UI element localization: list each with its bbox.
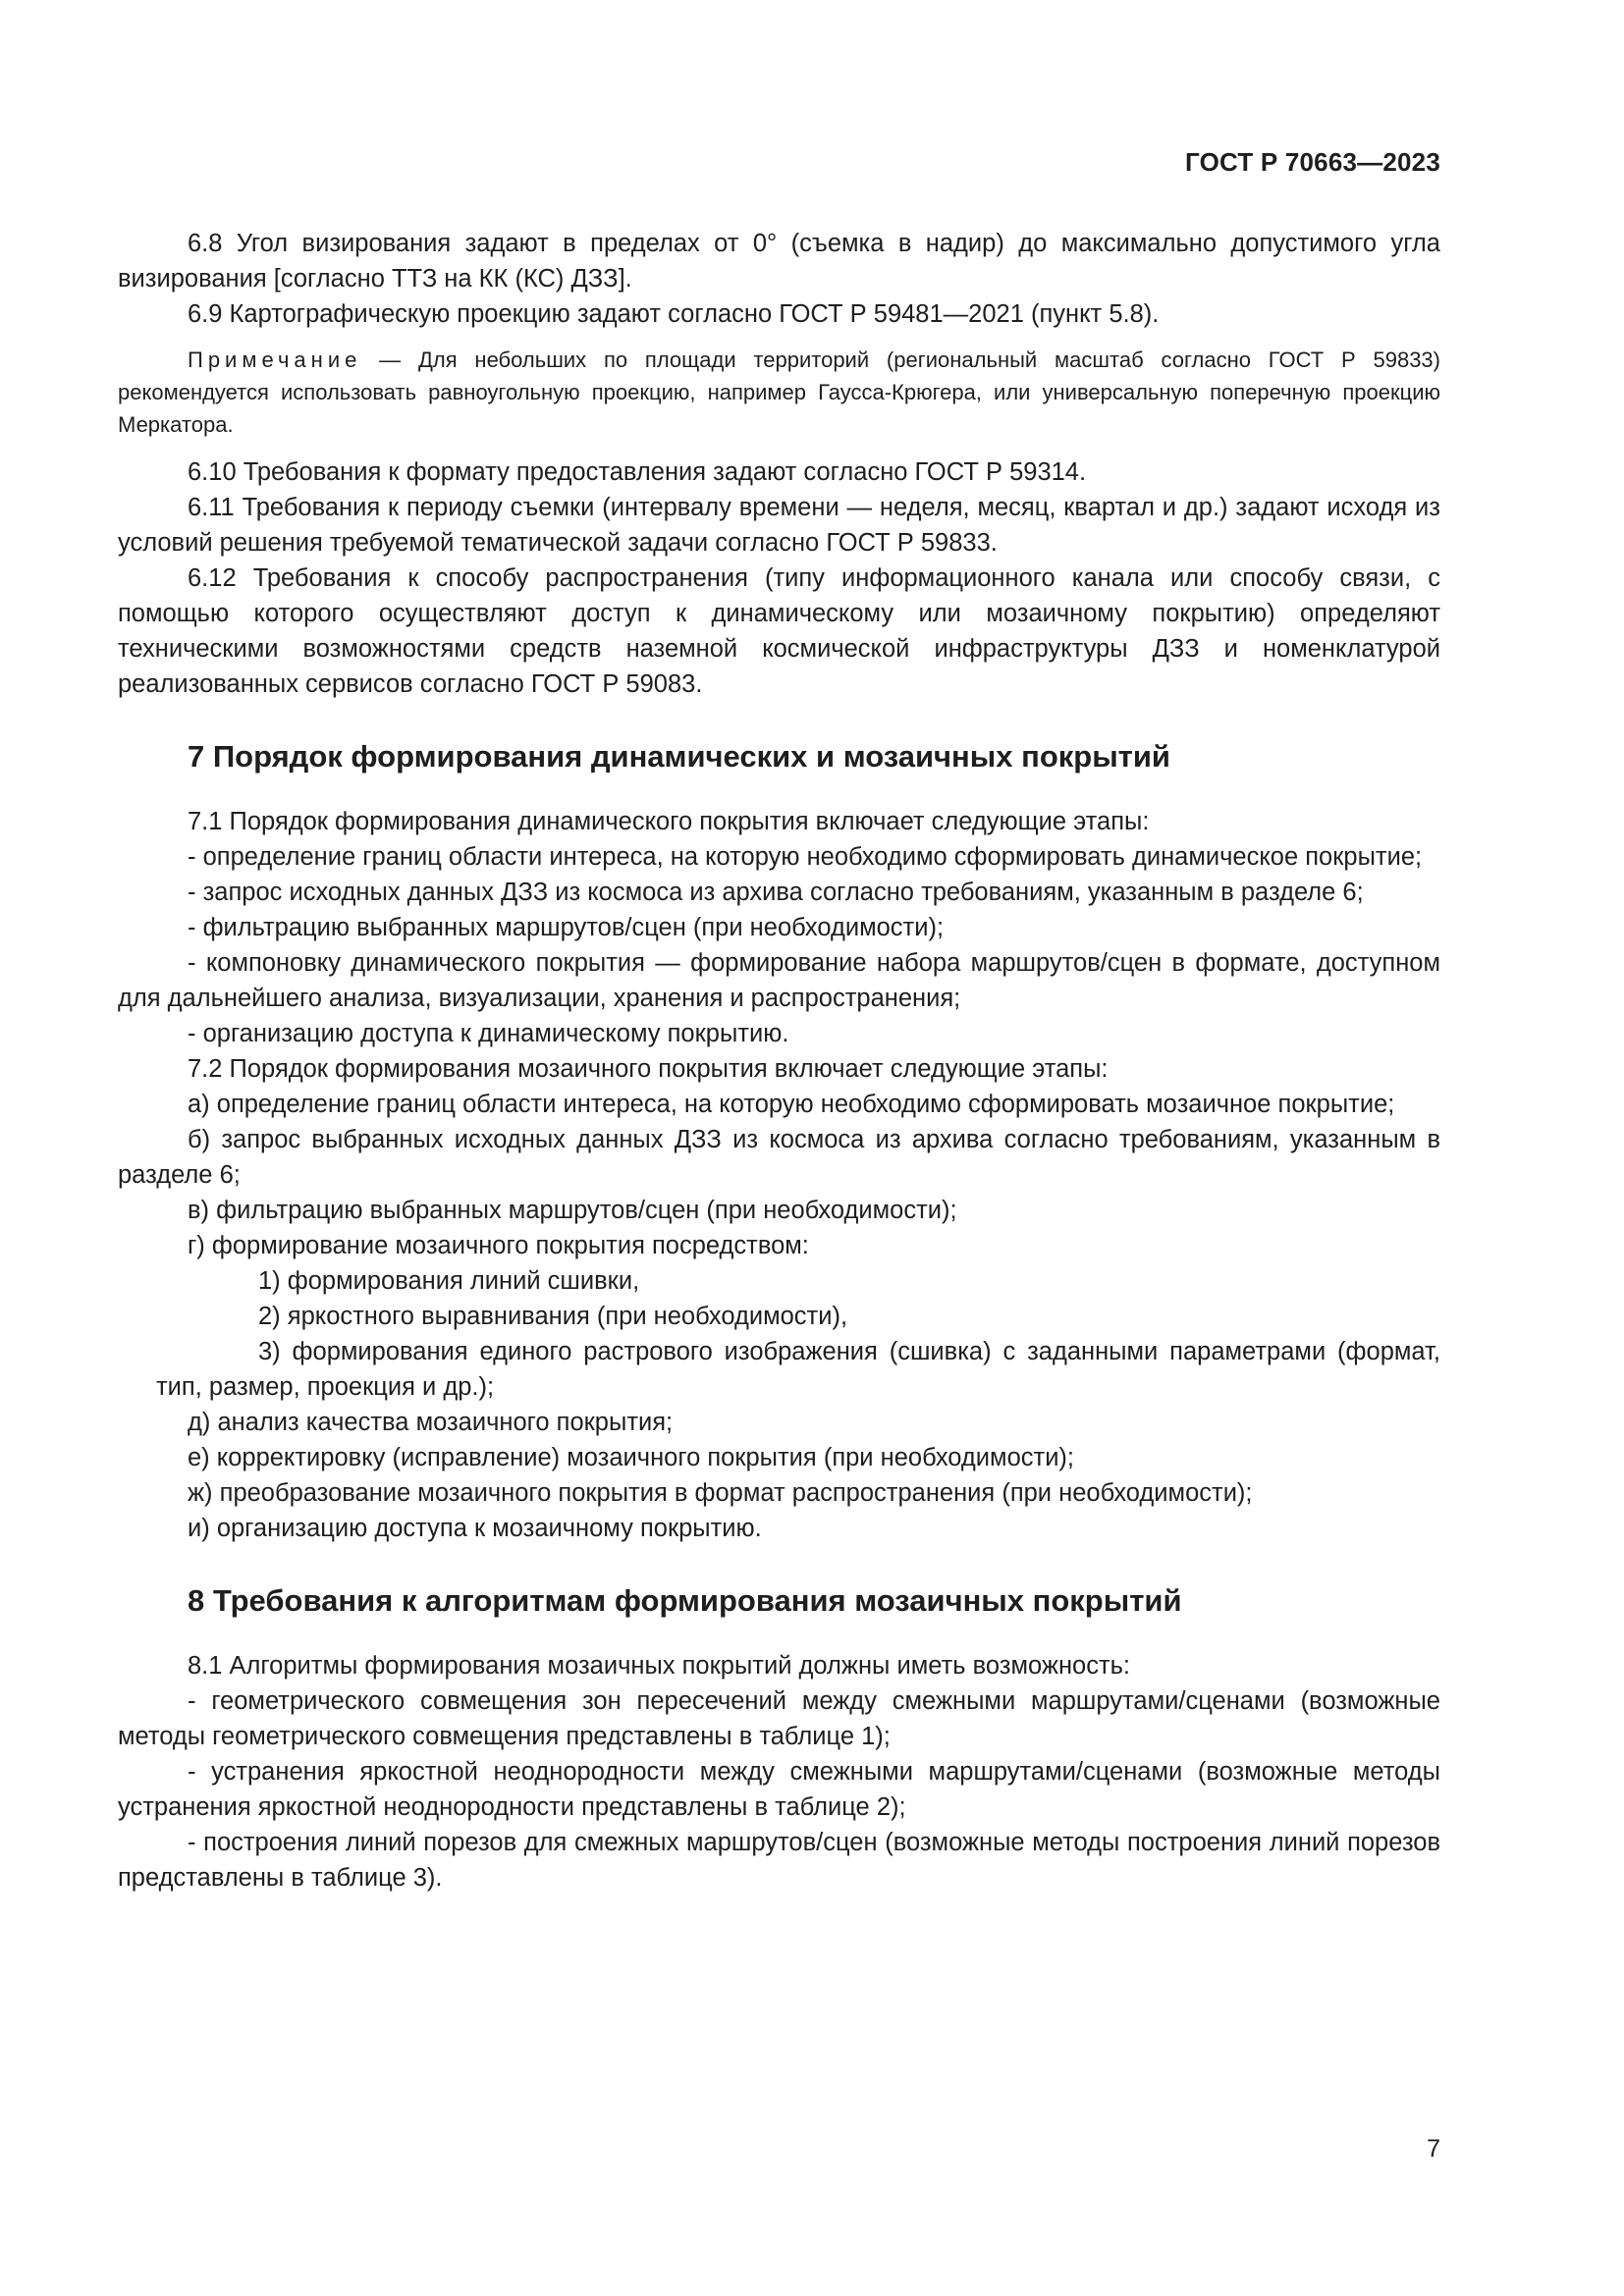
list-item-e: е) корректировку (исправление) мозаичного покрытия (при необходимости); xyxy=(188,1444,1075,1471)
paragraph-6-8: 6.8 Угол визирования задают в пределах от 0° (съемка в надир) до максимально допустимого угла визирования [согласно ТТЗ на КК (КС) ДЗЗ]. xyxy=(118,230,1440,293)
document-body xyxy=(118,226,1440,1896)
note-label: Примечание xyxy=(188,347,362,372)
paragraph-6-10: 6.10 Требования к формату предоставления задают согласно ГОСТ Р 59314. xyxy=(188,458,1087,486)
list-item: - организацию доступа к динамическому покрытию. xyxy=(188,1020,789,1047)
list-item: - устранения яркостной неоднородности между смежными маршрутами/сценами (возможные методы устранения яркостной неоднородности представлены в таблице 2); xyxy=(118,1758,1440,1821)
sub-item: 2) яркостного выравнивания (при необходимости), xyxy=(258,1303,848,1330)
list-item-d: д) анализ качества мозаичного покрытия; xyxy=(188,1409,674,1436)
list-item: - запрос исходных данных ДЗЗ из космоса из архива согласно требованиям, указанным в разделе 6; xyxy=(188,879,1364,906)
note-text: — Для небольших по площади территорий (региональный масштаб согласно ГОСТ Р 59833) рекомендуется использовать равноугольную проекцию, например Гаусса-Крюгера, или универсальную поперечную проекцию Меркатора. xyxy=(118,347,1440,437)
list-item-i: и) организацию доступа к мозаичному покрытию. xyxy=(188,1515,762,1542)
list-item: - определение границ области интереса, на которую необходимо сформировать динамическое покрытие; xyxy=(188,843,1423,871)
list-item-v: в) фильтрацию выбранных маршрутов/сцен (при необходимости); xyxy=(188,1197,957,1224)
paragraph-7-2: 7.2 Порядок формирования мозаичного покрытия включает следующие этапы: xyxy=(188,1055,1109,1083)
paragraph-6-9: 6.9 Картографическую проекцию задают согласно ГОСТ Р 59481—2021 (пункт 5.8). xyxy=(188,300,1160,328)
paragraph-6-11: 6.11 Требования к периоду съемки (интервалу времени — неделя, месяц, квартал и др.) задают исходя из условий решения требуемой тематической задачи согласно ГОСТ Р 59833. xyxy=(118,494,1440,557)
list-item: - построения линий порезов для смежных маршрутов/сцен (возможные методы построения линий порезов представлены в таблице 3). xyxy=(118,1829,1440,1892)
paragraph-7-1: 7.1 Порядок формирования динамического покрытия включает следующие этапы: xyxy=(188,808,1150,835)
list-item-b: б) запрос выбранных исходных данных ДЗЗ из космоса из архива согласно требованиям, указанным в разделе 6; xyxy=(118,1126,1440,1189)
list-item: - геометрического совмещения зон пересечений между смежными маршрутами/сценами (возможные методы геометрического совмещения представлены в таблице 1); xyxy=(118,1687,1440,1750)
sub-item: 3) формирования единого растрового изображения (сшивка) с заданными параметрами (формат, тип, размер, проекция и др.); xyxy=(156,1338,1440,1401)
section-8-heading: 8 Требования к алгоритмам формирования мозаичных покрытий xyxy=(188,1583,1182,1618)
note xyxy=(118,344,1440,441)
list-item: - компоновку динамического покрытия — формирование набора маршрутов/сцен в формате, доступном для дальнейшего анализа, визуализации, хранения и распространения; xyxy=(118,949,1440,1012)
list-item-zh: ж) преобразование мозаичного покрытия в формат распространения (при необходимости); xyxy=(188,1479,1253,1507)
document-code-header: ГОСТ Р 70663—2023 xyxy=(1185,147,1440,177)
section-7-heading: 7 Порядок формирования динамических и мозаичных покрытий xyxy=(188,739,1170,774)
list-item-a: а) определение границ области интереса, на которую необходимо сформировать мозаичное покрытие; xyxy=(188,1091,1395,1118)
page-number: 7 xyxy=(1427,2135,1440,2163)
list-item: - фильтрацию выбранных маршрутов/сцен (при необходимости); xyxy=(188,914,945,941)
list-item-g: г) формирование мозаичного покрытия посредством: xyxy=(188,1232,809,1259)
sub-item: 1) формирования линий сшивки, xyxy=(258,1267,640,1295)
paragraph-6-12: 6.12 Требования к способу распространения (типу информационного канала или способу связи, с помощью которого осуществляют доступ к динамическому или мозаичному покрытию) определяют техническими возможностями средств наземной космической инфраструктуры ДЗЗ и номенклатурой реализованных сервисов согласно ГОСТ Р 59083. xyxy=(118,564,1440,698)
paragraph-8-1: 8.1 Алгоритмы формирования мозаичных покрытий должны иметь возможность: xyxy=(188,1652,1131,1680)
